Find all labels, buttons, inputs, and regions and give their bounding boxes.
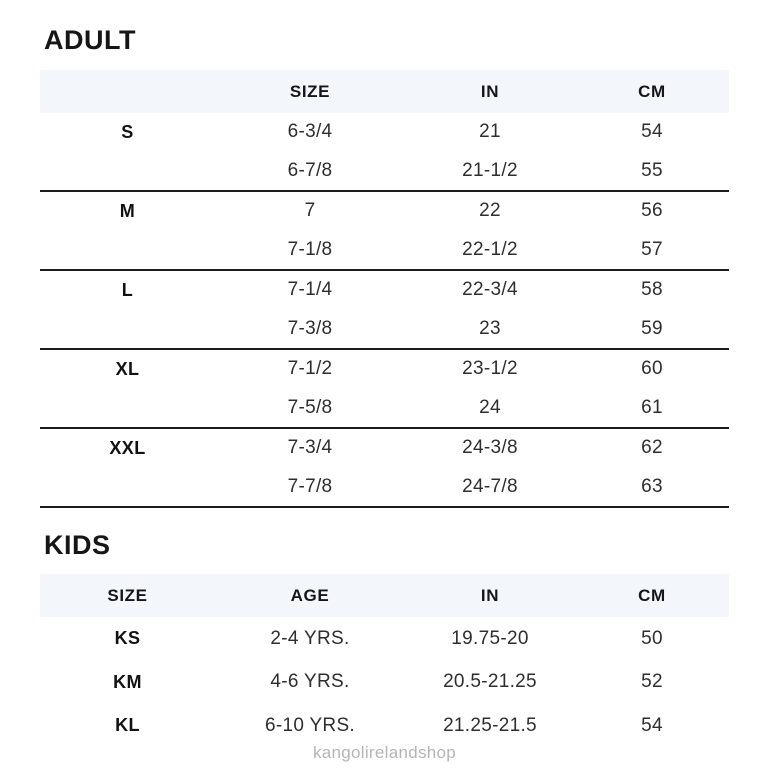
kids-header-size: SIZE [107, 585, 148, 605]
size-cell: 7-1/8 [287, 238, 333, 260]
cm-cell: 63 [641, 475, 663, 497]
size-cell: 7-1/4 [287, 279, 333, 301]
size-cell: 7-5/8 [287, 396, 333, 418]
cm-cell: 58 [641, 279, 663, 301]
table-row [40, 192, 729, 231]
age-cell: 4-6 YRS. [270, 671, 350, 693]
kids-table-header-row [40, 574, 729, 617]
kids-header-in: IN [480, 585, 500, 605]
adult-group-s [40, 113, 729, 192]
adult-table-header-row [40, 70, 729, 113]
table-row [40, 661, 729, 705]
in-cell: 21.25-21.5 [443, 714, 537, 736]
size-label-cell: XXL [109, 437, 146, 458]
size-label-cell: M [119, 200, 136, 221]
in-cell: 22 [479, 200, 501, 222]
cm-cell: 60 [641, 358, 663, 380]
in-cell: 22-3/4 [462, 279, 518, 301]
table-row [40, 429, 729, 468]
adult-group-xl [40, 350, 729, 429]
in-cell: 21 [479, 121, 501, 143]
in-cell: 21-1/2 [462, 159, 518, 181]
table-row [40, 617, 729, 661]
in-cell: 22-1/2 [462, 238, 518, 260]
size-cell: 7-3/4 [287, 437, 333, 459]
size-label-cell: XL [115, 358, 140, 379]
size-label-cell: S [121, 121, 134, 142]
size-label-cell: KL [115, 715, 140, 736]
table-row [40, 389, 729, 428]
in-cell: 24-3/8 [462, 437, 518, 459]
kids-header-age: AGE [290, 585, 330, 605]
table-row [40, 704, 729, 748]
shop-watermark: kangolirelandshop [312, 743, 457, 762]
adult-group-xxl [40, 429, 729, 508]
page-content [40, 27, 729, 748]
cm-cell: 62 [641, 437, 663, 459]
adult-section-title: ADULT [44, 25, 136, 55]
cm-cell: 59 [641, 317, 663, 339]
size-cell: 7 [304, 200, 316, 222]
size-cell: 7-7/8 [287, 475, 333, 497]
table-row [40, 350, 729, 389]
in-cell: 20.5-21.25 [443, 671, 537, 693]
in-cell: 23-1/2 [462, 358, 518, 380]
adult-header-size: SIZE [289, 81, 331, 101]
in-cell: 19.75-20 [451, 627, 529, 649]
adult-header-cm: CM [638, 81, 666, 101]
size-cell: 6-3/4 [287, 121, 333, 143]
adult-group-m [40, 192, 729, 271]
table-row [40, 271, 729, 310]
table-row [40, 152, 729, 191]
age-cell: 6-10 YRS. [264, 714, 355, 736]
in-cell: 24 [479, 396, 501, 418]
age-cell: 2-4 YRS. [270, 627, 350, 649]
cm-cell: 55 [641, 159, 663, 181]
kids-size-table [40, 574, 729, 748]
table-row [40, 113, 729, 152]
adult-size-table [40, 70, 729, 508]
table-row [40, 468, 729, 507]
adult-header-in: IN [480, 81, 500, 101]
cm-cell: 61 [641, 396, 663, 418]
adult-group-l [40, 271, 729, 350]
size-cell: 7-3/8 [287, 317, 333, 339]
kids-section-title: KIDS [44, 530, 111, 560]
in-cell: 23 [479, 317, 501, 339]
cm-cell: 54 [641, 714, 663, 736]
size-cell: 7-1/2 [287, 358, 333, 380]
cm-cell: 56 [641, 200, 663, 222]
table-row [40, 310, 729, 349]
size-label-cell: KS [114, 628, 141, 649]
cm-cell: 57 [641, 238, 663, 260]
size-label-cell: L [121, 279, 134, 300]
in-cell: 24-7/8 [462, 475, 518, 497]
kids-header-cm: CM [638, 585, 666, 605]
size-cell: 6-7/8 [287, 159, 333, 181]
table-row [40, 231, 729, 270]
size-label-cell: KM [113, 671, 142, 692]
cm-cell: 54 [641, 121, 663, 143]
cm-cell: 52 [641, 671, 663, 693]
cm-cell: 50 [641, 627, 663, 649]
